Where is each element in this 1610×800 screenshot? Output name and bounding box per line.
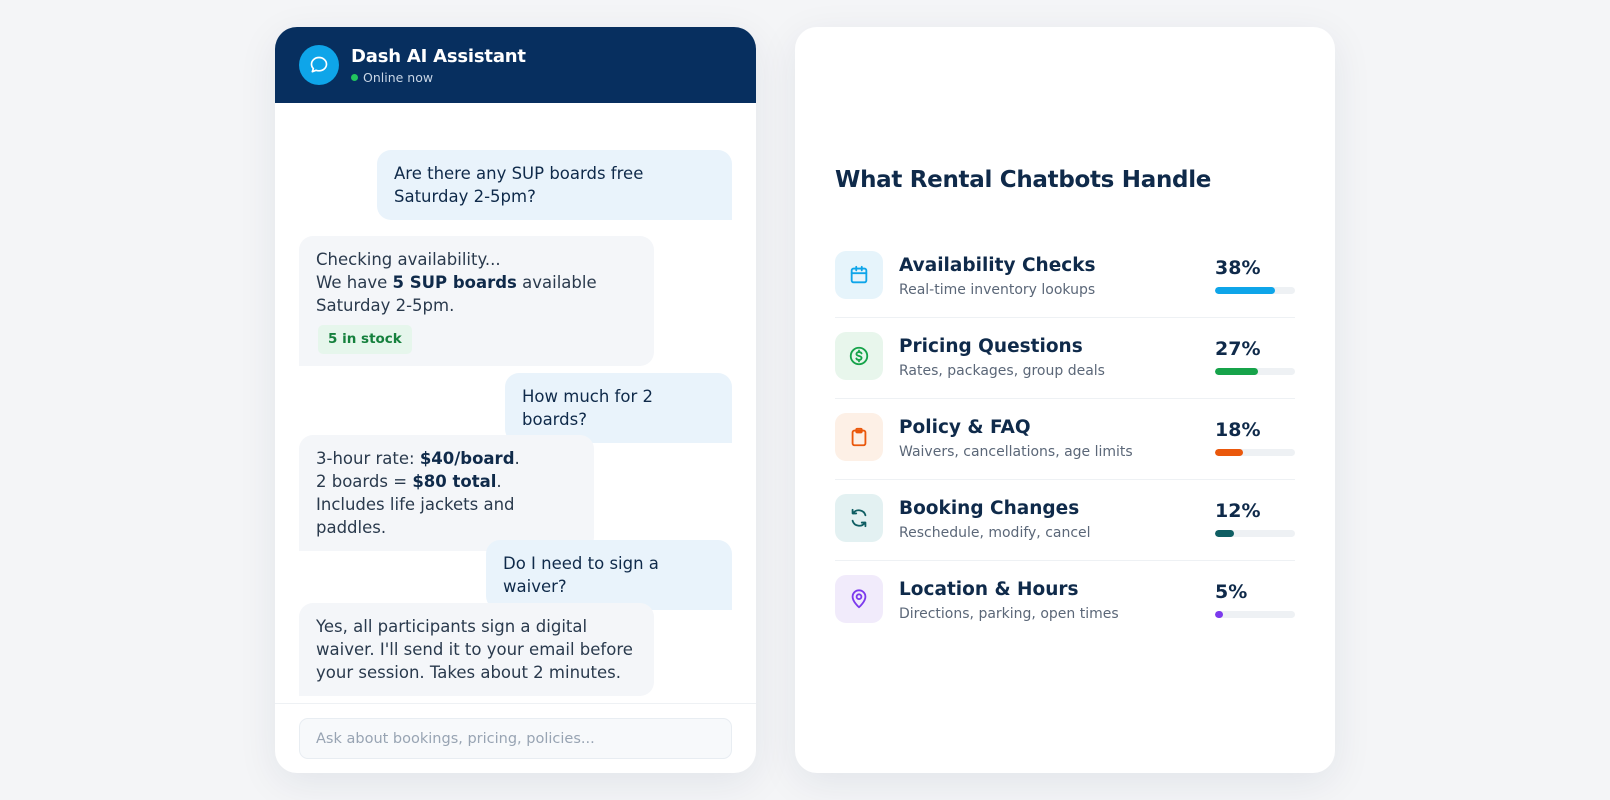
category-description: Real-time inventory lookups — [899, 282, 1096, 298]
message-text: Yes, all participants sign a digital waiver. I'll send it to your email before your session. Takes about 2 minutes. — [316, 617, 633, 682]
chat-title: Dash AI Assistant — [351, 45, 526, 67]
chat-input[interactable] — [299, 718, 732, 759]
category-icon-wrap — [835, 332, 883, 380]
calendar-icon — [848, 264, 870, 286]
category-icon-wrap — [835, 494, 883, 542]
chat-avatar — [299, 45, 339, 85]
category-name: Location & Hours — [899, 579, 1079, 600]
message-text: Checking availability... — [316, 250, 501, 269]
message-text: 2 boards = $80 total. — [316, 472, 502, 491]
category-row — [835, 480, 1295, 561]
message-text: Do I need to sign a waiver? — [503, 554, 659, 596]
stock-badge: 5 in stock — [318, 325, 412, 354]
category-percent: 27% — [1215, 338, 1261, 360]
category-row — [835, 318, 1295, 399]
bot-message — [299, 236, 654, 366]
message-text: Includes life jackets and paddles. — [316, 495, 515, 537]
online-status-label: Online now — [363, 69, 434, 85]
map-pin-icon — [848, 588, 870, 610]
category-percent: 5% — [1215, 581, 1248, 603]
message-text: 3-hour rate: $40/board. — [316, 449, 520, 468]
chat-header — [275, 27, 756, 103]
progress-fill — [1215, 449, 1243, 456]
clipboard-icon — [848, 426, 870, 448]
category-description: Directions, parking, open times — [899, 606, 1119, 622]
category-percent: 12% — [1215, 500, 1261, 522]
category-description: Waivers, cancellations, age limits — [899, 444, 1133, 460]
bot-message — [299, 435, 594, 551]
card-title: What Rental Chatbots Handle — [835, 167, 1212, 193]
category-percent: 18% — [1215, 419, 1261, 441]
category-name: Availability Checks — [899, 255, 1096, 276]
bot-message — [299, 603, 654, 696]
category-row — [835, 399, 1295, 480]
progress-fill — [1215, 611, 1223, 618]
progress-bar — [1215, 530, 1295, 537]
progress-fill — [1215, 368, 1258, 375]
category-name: Pricing Questions — [899, 336, 1083, 357]
category-name: Policy & FAQ — [899, 417, 1031, 438]
message-list — [275, 103, 756, 703]
category-description: Rates, packages, group deals — [899, 363, 1105, 379]
progress-bar — [1215, 287, 1295, 294]
progress-fill — [1215, 530, 1234, 537]
chat-bubble-icon — [309, 55, 329, 75]
category-icon-wrap — [835, 413, 883, 461]
user-message — [505, 373, 732, 443]
category-row — [835, 561, 1295, 642]
category-name: Booking Changes — [899, 498, 1080, 519]
online-status — [351, 70, 526, 85]
message-text: We have 5 SUP boards available Saturday 2-5pm. — [316, 273, 597, 315]
progress-bar — [1215, 449, 1295, 456]
message-text: How much for 2 boards? — [522, 387, 653, 429]
online-dot-icon — [351, 74, 358, 81]
category-icon-wrap — [835, 251, 883, 299]
stats-card — [795, 27, 1335, 773]
chat-input-area — [275, 703, 756, 773]
refresh-icon — [848, 507, 870, 529]
category-row — [835, 237, 1295, 318]
progress-fill — [1215, 287, 1275, 294]
category-percent: 38% — [1215, 257, 1261, 279]
progress-bar — [1215, 368, 1295, 375]
progress-bar — [1215, 611, 1295, 618]
category-icon-wrap — [835, 575, 883, 623]
message-text: Are there any SUP boards free Saturday 2-5pm? — [394, 164, 644, 206]
category-list — [835, 237, 1295, 642]
user-message — [486, 540, 732, 610]
chat-widget — [275, 27, 756, 773]
category-description: Reschedule, modify, cancel — [899, 525, 1091, 541]
user-message — [377, 150, 732, 220]
dollar-icon — [848, 345, 870, 367]
